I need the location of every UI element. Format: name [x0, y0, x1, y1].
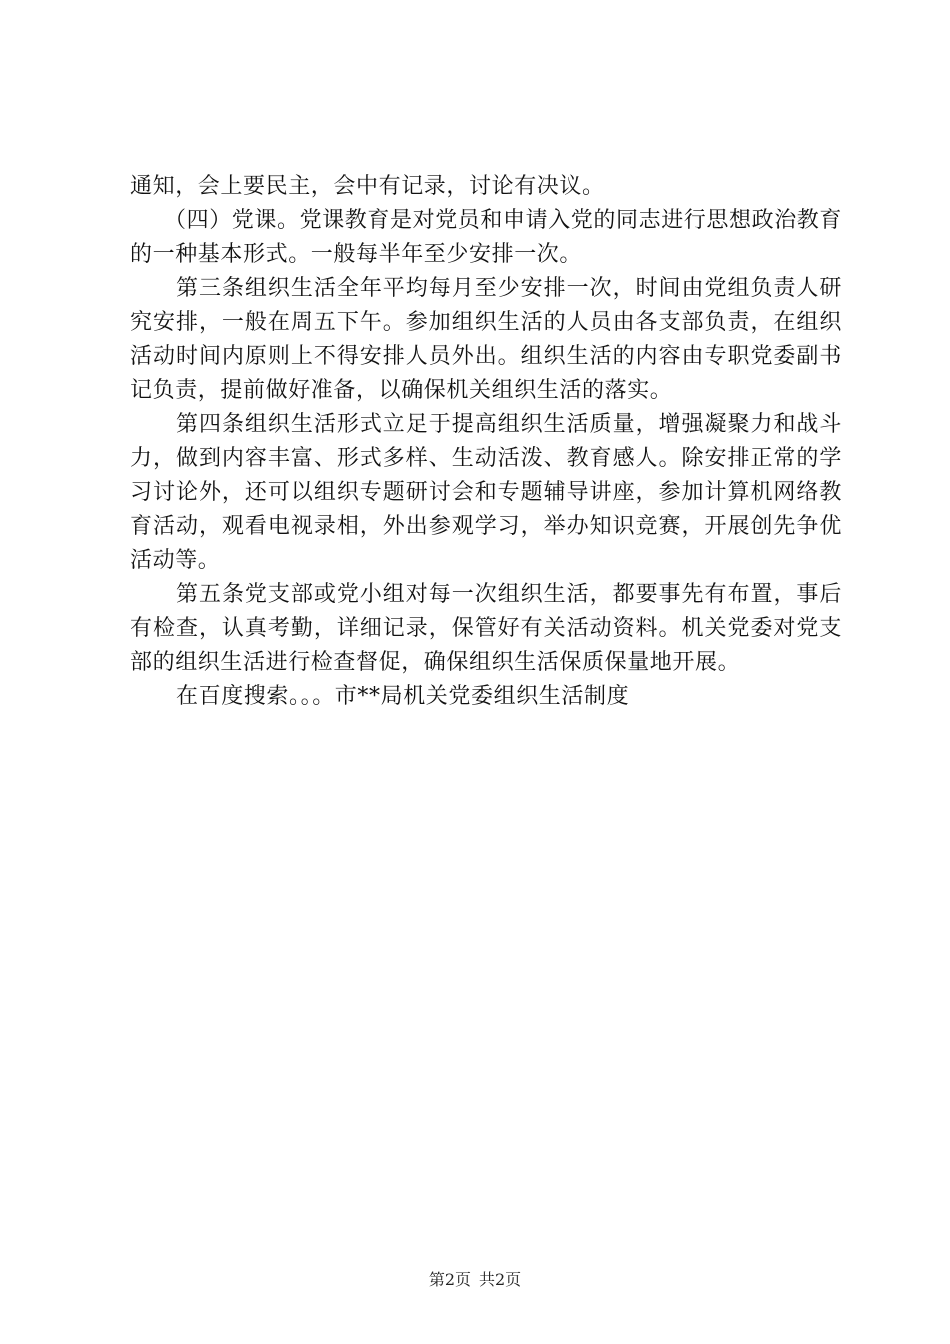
paragraph-party-lecture: （四）党课。党课教育是对党员和申请入党的同志进行思想政治教育的一种基本形式。一般每半年至少安排一次。: [130, 208, 843, 267]
page-number-total: 共2页: [479, 1270, 522, 1289]
paragraph-search-note: 在百度搜索。。。市**局机关党委组织生活制度: [176, 684, 630, 709]
document-body: [130, 170, 842, 714]
paragraph-article-4: 第四条组织生活形式立足于提高组织生活质量，增强凝聚力和战斗力，做到内容丰富、形式多样、生动活泼、教育感人。除安排正常的学习讨论外，还可以组织专题研讨会和专题辅导讲座，参加计算机网络教育活动，观看电视录相，外出参观学习，举办知识竞赛，开展创先争优活动等。: [130, 412, 842, 573]
page-number-current: 第2页: [428, 1270, 471, 1289]
page-footer: [0, 1270, 950, 1290]
paragraph-article-5: 第五条党支部或党小组对每一次组织生活，都要事先有布置，事后有检查，认真考勤，详细记录，保管好有关活动资料。机关党委对党支部的组织生活进行检查督促，确保组织生活保质保量地开展。: [130, 582, 842, 675]
paragraph-article-3: 第三条组织生活全年平均每月至少安排一次，时间由党组负责人研究安排，一般在周五下午。参加组织生活的人员由各支部负责，在组织活动时间内原则上不得安排人员外出。组织生活的内容由专职党委副书记负责，提前做好准备，以确保机关组织生活的落实。: [130, 276, 842, 403]
paragraph-continuation: 通知，会上要民主，会中有记录，讨论有决议。: [130, 174, 605, 199]
